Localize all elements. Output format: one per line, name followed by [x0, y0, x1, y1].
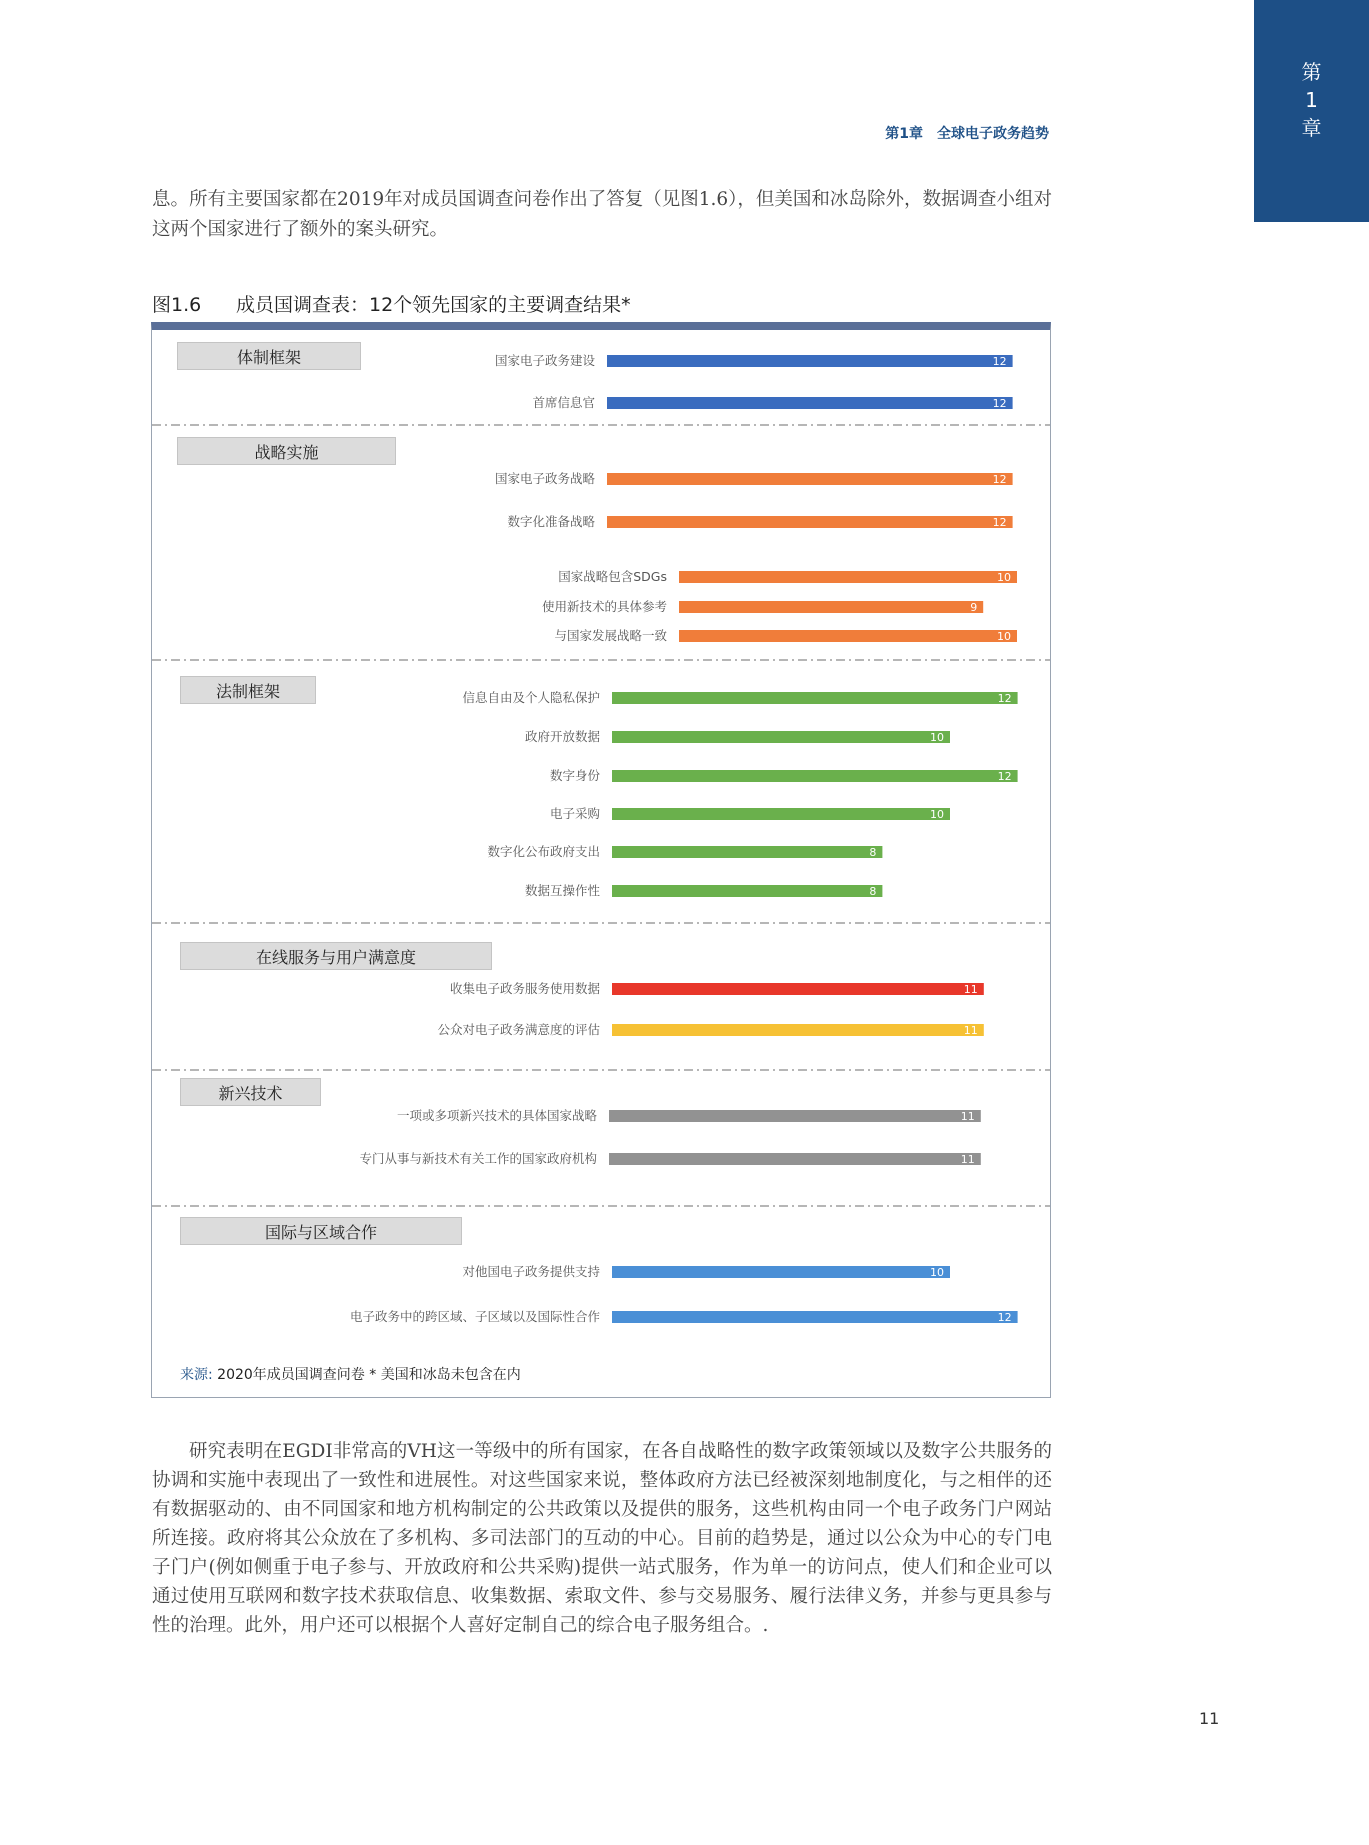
page-number: 11: [1199, 1709, 1220, 1728]
chapter-tab: [1254, 0, 1369, 222]
bar-label: 数字化公布政府支出: [487, 844, 600, 859]
bar-value-label: 12: [997, 770, 1012, 783]
bar-value-label: 12: [997, 1311, 1012, 1324]
bar: [607, 397, 1013, 409]
bar-label: 电子采购: [549, 806, 600, 821]
bar: [607, 473, 1013, 485]
bar-value-label: 10: [930, 808, 944, 821]
bar-value-label: 8: [869, 846, 877, 859]
bar-label: 与国家发展战略一致: [554, 628, 667, 643]
source-text: 2020年成员国调查问卷 * 美国和冰岛未包含在内: [217, 1367, 521, 1383]
paragraph-body: 研究表明在EGDI非常高的VH这一等级中的所有国家，在各自战略性的数字政策领域以及数字公共服务的协调和实施中表现出了一致性和进展性。对这些国家来说，整体政府方法已经被深刻地制度化，与之相伴的还有数据驱动的、由不同国家和地方机构制定的公共政策以及提供的服务，这些机构由同一个电子政务门户网站所连接。政府将其公众放在了多机构、多司法部门的互动的中心。目前的趋势是，通过以公众为中心的专门电子门户(例如侧重于电子参与、开放政府和公共采购)提供一站式服务，作为单一的访问点，使人们和企业可以通过使用互联网和数字技术获取信息、收集数据、索取文件、参与交易服务、履行法律义务，并参与更具参与性的治理。此外，用户还可以根据个人喜好定制自己的综合电子服务组合。.: [152, 1441, 1052, 1636]
source-note: [180, 1364, 521, 1384]
bar: [679, 601, 983, 613]
bar-value-label: 11: [963, 1024, 978, 1037]
bar-label: 数字身份: [549, 768, 600, 783]
bar-label: 专门从事与新技术有关工作的国家政府机构: [359, 1151, 597, 1166]
bar-label: 电子政务中的跨区域、子区域以及国际性合作: [349, 1309, 600, 1324]
bar-value-label: 8: [869, 885, 877, 898]
bar-label: 首席信息官: [532, 395, 595, 410]
bar-label: 使用新技术的具体参考: [541, 599, 667, 614]
bar-value-label: 11: [960, 1153, 975, 1166]
bar-label: 对他国电子政务提供支持: [462, 1264, 600, 1279]
bar: [612, 1311, 1018, 1323]
bar-label: 数字化准备战略: [507, 514, 595, 529]
bar-label: 国家电子政务战略: [494, 471, 595, 486]
section-label: 新兴技术: [180, 1078, 321, 1106]
bar-value-label: 10: [930, 731, 944, 744]
bar: [612, 846, 882, 858]
section-label: 法制框架: [180, 676, 316, 704]
paragraph-intro: 息。所有主要国家都在2019年对成员国调查问卷作出了答复（见图1.6），但美国和冰岛除外，数据调查小组对这两个国家进行了额外的案头研究。: [152, 189, 1052, 240]
running-head: [885, 123, 1049, 143]
bar: [612, 808, 950, 820]
bar: [612, 1024, 984, 1036]
bar-label: 收集电子政务服务使用数据: [449, 981, 600, 996]
bar-value-label: 10: [997, 571, 1011, 584]
bar-label: 政府开放数据: [524, 729, 600, 744]
bar: [612, 770, 1018, 782]
bar: [609, 1153, 981, 1165]
bar-value-label: 12: [997, 692, 1012, 705]
section-label: 体制框架: [177, 342, 361, 370]
bar: [612, 731, 950, 743]
bar: [679, 630, 1017, 642]
bar-value-label: 12: [992, 355, 1007, 368]
bar-label: 国家战略包含SDGs: [558, 569, 667, 584]
section-label: 在线服务与用户满意度: [180, 942, 492, 970]
bar: [607, 355, 1013, 367]
figure-title: 成员国调查表：12个领先国家的主要调查结果*: [236, 294, 631, 316]
bar-label: 数据互操作性: [524, 883, 600, 898]
bar-label: 公众对电子政务满意度的评估: [437, 1022, 600, 1037]
chapter-tab-line2: 1: [1305, 88, 1318, 112]
bar-value-label: 10: [997, 630, 1011, 643]
section-label: 国际与区域合作: [180, 1217, 462, 1245]
bar-value-label: 9: [970, 601, 978, 614]
bar: [612, 692, 1018, 704]
bar: [609, 1110, 981, 1122]
section-label: 战略实施: [177, 437, 396, 465]
survey-results-chart: [151, 322, 1051, 1398]
running-head-title: 全球电子政务趋势: [937, 126, 1049, 142]
figure-number: 图1.6: [152, 294, 202, 316]
bar-value-label: 11: [963, 983, 978, 996]
chapter-tab-line1: 第: [1301, 60, 1322, 84]
source-label: 来源:: [180, 1367, 213, 1383]
bar-label: 一项或多项新兴技术的具体国家战略: [396, 1108, 597, 1123]
bar: [607, 516, 1013, 528]
bar-label: 信息自由及个人隐私保护: [462, 690, 600, 705]
figure-caption: [152, 290, 631, 317]
bar: [612, 983, 984, 995]
bar-value-label: 10: [930, 1266, 944, 1279]
running-head-chapter: 第1章: [885, 126, 923, 142]
chapter-tab-line3: 章: [1301, 116, 1322, 140]
bar-value-label: 12: [992, 516, 1007, 529]
bar-value-label: 12: [992, 397, 1007, 410]
bar-value-label: 12: [992, 473, 1007, 486]
bar: [679, 571, 1017, 583]
bar-label: 国家电子政务建设: [494, 353, 595, 368]
bar: [612, 1266, 950, 1278]
bar: [612, 885, 882, 897]
bar-value-label: 11: [960, 1110, 975, 1123]
